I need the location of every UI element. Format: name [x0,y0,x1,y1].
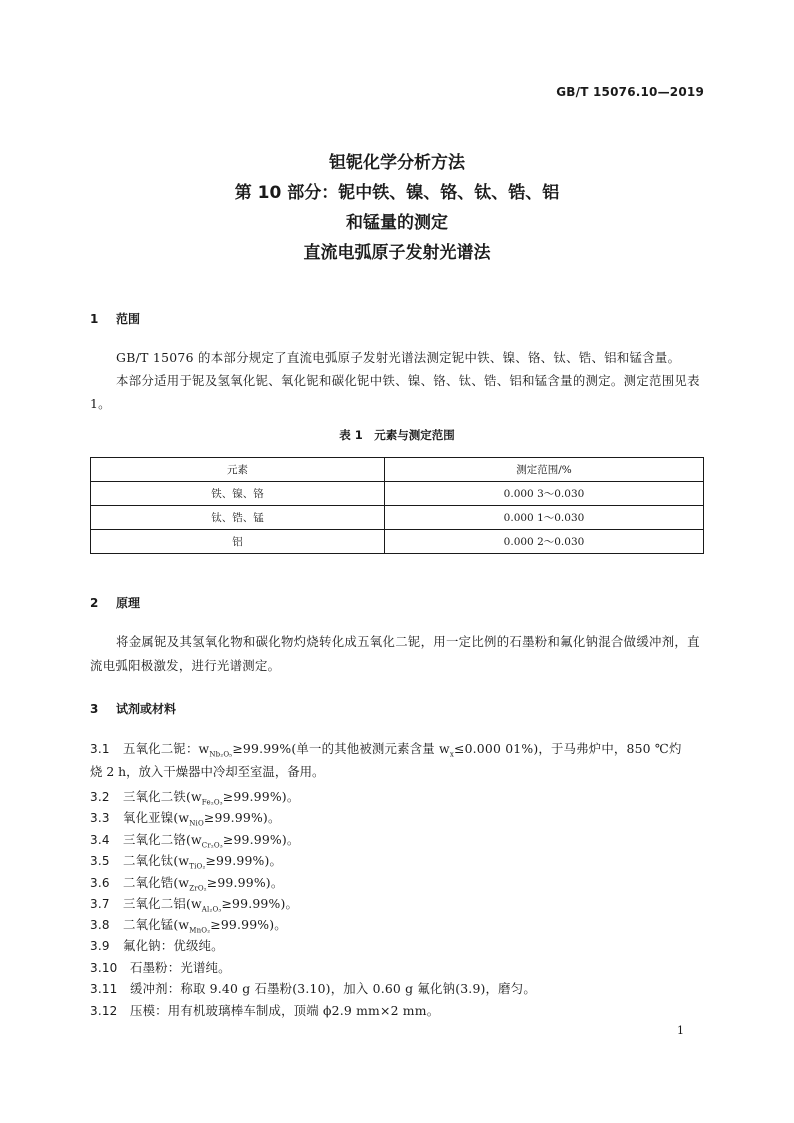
item-subscript: NiO [189,819,204,828]
table-row [91,530,704,554]
item-text: 五氧化二铌：w [123,741,210,756]
item-text: 缓冲剂：称取 9.40 g 石墨粉(3.10)，加入 0.60 g 氟化钠(3.9)，磨匀。 [130,981,536,996]
section-number: 2 [90,596,99,610]
item-text: 氧化亚镍(w [123,810,190,825]
item-text: ≥99.99%)。 [203,810,281,825]
title-line-2: 第 10 部分：铌中铁、镍、铬、钛、锆、铝 [234,183,560,203]
item-number: 3.7 [90,897,110,911]
item-text: ≥99.99%)。 [205,853,283,868]
item-subscript: TiO₂ [189,862,206,871]
item-subscript: x [449,750,454,759]
item-text: ≥99.99%)。 [222,832,300,847]
section-number: 3 [90,702,99,716]
section-number: 1 [90,312,99,326]
item-text: 二氧化锰(w [123,917,190,932]
table-header-row [91,458,704,482]
item-text: ≥99.99%)。 [221,896,299,911]
item-subscript: ZrO₂ [189,884,207,893]
item-text: 三氧化二铬(w [123,832,202,847]
title-line-4: 直流电弧原子发射光谱法 [303,243,491,263]
section-2-paragraph: 将金属铌及其氢氧化物和碳化物灼烧转化成五氧化二铌，用一定比例的石墨粉和氟化钠混合做缓冲剂，直流电弧阳极激发，进行光谱测定。 [90,634,700,673]
table-row [91,482,704,506]
item-subscript: Al₂O₃ [201,905,222,914]
reagent-item [90,957,704,979]
item-number: 3.11 [90,982,118,996]
item-number: 3.6 [90,876,110,890]
section-1-paragraph-1: GB/T 15076 的本部分规定了直流电弧原子发射光谱法测定铌中铁、镍、铬、钛、锆、铝和锰含量。 [116,350,681,365]
section-2-heading [90,594,140,611]
item-number: 3.2 [90,790,110,804]
table-cell: 0.000 3～0.030 [385,482,704,506]
section-title: 范围 [116,312,141,326]
item-number: 3.12 [90,1004,118,1018]
item-number: 3.3 [90,811,110,825]
item-number: 3.4 [90,833,110,847]
section-title: 试剂或材料 [116,702,177,716]
section-title: 原理 [116,596,141,610]
item-text: 氟化钠：优级纯。 [123,938,224,953]
item-subscript: MnO₂ [189,926,211,935]
item-text: ≥99.99%)。 [206,875,284,890]
reagent-item [90,935,704,957]
item-text: 二氧化钛(w [123,853,190,868]
table-cell: 钛、锆、锰 [91,506,385,530]
item-subscript: Nb₂O₅ [209,750,233,759]
item-number: 3.10 [90,961,118,975]
table-cell: 铝 [91,530,385,554]
item-number: 3.8 [90,918,110,932]
item-number: 3.9 [90,939,110,953]
item-text: 二氧化锆(w [123,875,190,890]
title-line-3: 和锰量的测定 [346,213,448,233]
item-text: 三氧化二铁(w [123,789,202,804]
item-text: ≥99.99%)。 [222,789,300,804]
item-text: 石墨粉：光谱纯。 [130,960,231,975]
item-text: ≥99.99%(单一的其他被测元素含量 w [232,741,450,756]
document-title [0,148,794,268]
table-cell: 0.000 2～0.030 [385,530,704,554]
reagent-item [90,978,704,1000]
standard-code: GB/T 15076.10—2019 [556,85,704,99]
item-text: 三氧化二铝(w [123,896,202,911]
item-subscript: Cr₂O₃ [201,841,223,850]
reagent-item [90,1000,704,1022]
table-cell: 0.000 1～0.030 [385,506,704,530]
elements-range-table [90,457,704,554]
section-1-heading [90,310,140,327]
reagent-item-continuation: 烧 2 h，放入干燥器中冷却至室温，备用。 [90,764,325,779]
table-cell: 铁、镍、铬 [91,482,385,506]
item-text: 压模：用有机玻璃棒车制成，顶端 ϕ2.9 mm×2 mm。 [130,1003,440,1018]
page-number: 1 [677,1024,684,1037]
section-1-paragraph-2: 本部分适用于铌及氢氧化铌、氧化铌和碳化铌中铁、镍、铬、钛、锆、铝和锰含量的测定。测定范围见表 1。 [90,373,700,411]
title-line-1: 钽铌化学分析方法 [329,153,465,173]
item-number: 3.5 [90,854,110,868]
item-number: 3.1 [90,742,110,756]
item-text: ≤0.000 01%)，于马弗炉中，850 ℃灼 [454,741,682,756]
table-header-cell: 测定范围/% [385,458,704,482]
table-header-cell: 元素 [91,458,385,482]
item-subscript: Fe₂O₃ [201,798,223,807]
table-caption: 表 1 元素与测定范围 [339,428,455,442]
section-3-heading [90,700,176,717]
item-text: ≥99.99%)。 [210,917,287,932]
table-row [91,506,704,530]
